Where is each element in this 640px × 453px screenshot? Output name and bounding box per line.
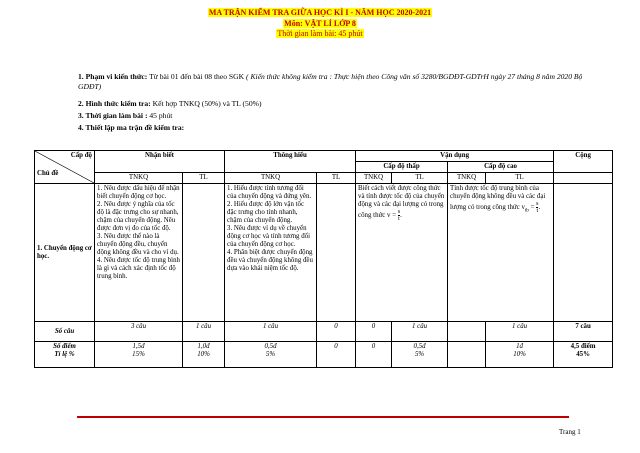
matrix-table (34, 150, 613, 368)
info-matrix (78, 123, 598, 133)
diem-value: 1,0đ (197, 343, 210, 350)
info-scope (78, 72, 598, 91)
time-label: 3. Thời gian làm bài : (78, 111, 148, 120)
nb-item: 2. Nêu được ý nghĩa của tốc độ là đặc trưng cho sự nhanh, chậm của chuyển động. Nêu được đơn vị đo của tốc độ. (97, 201, 179, 232)
diem-value: 0,5đ (264, 343, 277, 350)
cong-cell (554, 184, 613, 322)
formula-fraction (398, 209, 400, 222)
nb-item: 4. Nêu được tốc độ trung bình là gì và cách xác định tốc độ trung bình. (97, 257, 180, 280)
nb-item: 3. Nêu được thế nào là chuyển động đều, chuyển động không đều và cho ví dụ. (97, 233, 179, 256)
diem-value: 0 (334, 343, 338, 350)
so-cau-total: 7 câu (554, 322, 613, 342)
frac-num-2: s (536, 201, 539, 207)
so-cau-label: Số câu (35, 322, 95, 342)
vdc-tl-head: TL (486, 173, 554, 184)
so-cau-value: 1 câu (486, 322, 554, 342)
col-cap-do-cao: Cấp độ cao (448, 162, 554, 173)
diem-total: 4,5 điểm (570, 343, 596, 350)
col-cap-do-thap: Cấp độ thấp (356, 162, 448, 173)
th-tl-cell (317, 184, 356, 322)
ti-le-value: 15% (132, 351, 145, 358)
footer-rule (77, 416, 569, 418)
vtb-sub: tb (524, 208, 529, 214)
time-value: 45 phút (147, 111, 173, 120)
diem-cell (183, 342, 225, 368)
diem-value: 0 (371, 343, 376, 350)
cong-blank (554, 173, 613, 184)
col-cong: Cộng (554, 151, 613, 173)
nb-tl-head: TL (183, 173, 225, 184)
ti-le-value: 10% (513, 351, 526, 358)
title-text: MA TRẬN KIỂM TRA GIỮA HỌC KÌ I - NĂM HỌC 2020-2021 (208, 8, 432, 17)
info-time (78, 111, 598, 121)
ti-le-value: 10% (197, 351, 210, 358)
diem-cell (356, 342, 392, 368)
nb-item: 1. Nêu được dấu hiệu để nhận biết chuyển động cơ học. (97, 185, 180, 200)
ti-le-value: 5% (414, 351, 425, 358)
vd-cao-text: Tính được tốc độ trung bình của chuyển động không đều và các đại lượng có trong công thức (450, 185, 546, 212)
col-thong-hieu: Thông hiểu (225, 151, 356, 173)
so-diem-label: Số điểm (53, 343, 76, 350)
vtb-symbol: v (521, 204, 525, 212)
diem-value: 0,5đ (413, 343, 426, 350)
scope-note: ( Kiến thức không kiểm tra : Thực hiện theo Công văn số 3280/BGDĐT-GDTrH ngày 27 tháng 8 năm 2020 Bộ GDĐT) (78, 72, 583, 91)
vd-thap-text: Biết cách viết được công thức và tính được tốc độ của chuyển động và các đại lượng có trong công thức v = (358, 185, 445, 220)
so-cau-value: 0 (356, 322, 392, 342)
corner-cell (35, 151, 95, 184)
info-form (78, 99, 598, 109)
ti-le-total: 45% (576, 351, 590, 358)
th-tl-head: TL (317, 173, 356, 184)
scope-label: 1. Phạm vi kiến thức: (78, 72, 148, 81)
time-text: Thời gian làm bài: 45 phút (277, 29, 363, 38)
diem-value: 1,5đ (132, 343, 145, 350)
chu-de-label: Chủ đề (37, 170, 59, 177)
so-cau-row (35, 322, 613, 342)
th-item: 1. Hiểu được tính tương đối của chuyển động và đứng yên. (227, 185, 312, 200)
so-cau-value: 1 câu (183, 322, 225, 342)
so-diem-label-cell (35, 342, 95, 368)
so-cau-value: 1 câu (225, 322, 317, 342)
diem-value: 1đ (516, 343, 523, 350)
so-diem-row (35, 342, 613, 368)
th-tnkq-cell (225, 184, 317, 322)
frac-den-2: t (536, 208, 539, 214)
frac-num: s (397, 209, 401, 215)
th-tnkq-head: TNKQ (225, 173, 317, 184)
diem-cell (225, 342, 317, 368)
col-van-dung: Vận dụng (356, 151, 554, 162)
diem-cell (448, 342, 486, 368)
doc-title (0, 8, 640, 17)
vdc-tnkq-head: TNKQ (448, 173, 486, 184)
topic-cell: 1. Chuyển động cơ học. (35, 184, 95, 322)
diem-cell (317, 342, 356, 368)
nb-tnkq-cell (95, 184, 183, 322)
so-cau-value: 0 (317, 322, 356, 342)
form-label: 2. Hình thức kiểm tra: (78, 99, 151, 108)
vdt-tnkq-head: TNKQ (356, 173, 392, 184)
diem-cell (95, 342, 183, 368)
page-number: Trang 1 (559, 428, 581, 436)
th-item: 4. Phân biệt được chuyển động đều và chuyển động không đều dựa vào khái niệm tốc độ. (227, 249, 313, 272)
diem-cell (392, 342, 448, 368)
col-nhan-biet: Nhận biết (95, 151, 225, 173)
nb-tnkq-head: TNKQ (95, 173, 183, 184)
scope-text: Từ bài 01 đến bài 08 theo SGK (147, 72, 247, 81)
form-text: Kết hợp TNKQ (50%) và TL (50%) (150, 99, 262, 108)
vdt-tl-head: TL (392, 173, 448, 184)
so-cau-value: 1 câu (392, 322, 448, 342)
th-item: 3. Nêu được ví dụ về chuyển động cơ học và tính tương đối của chuyển động cơ học. (227, 225, 310, 248)
subject-text: Môn: VẬT LÍ LỚP 8 (284, 19, 356, 28)
doc-time (0, 29, 640, 38)
diagonal-line (35, 151, 94, 183)
cap-do-label: Cấp độ (70, 152, 92, 159)
formula-fraction-2 (536, 201, 538, 214)
diem-cell (486, 342, 554, 368)
nb-tl-cell (183, 184, 225, 322)
ti-le-value: 5% (265, 351, 276, 358)
so-cau-value (448, 322, 486, 342)
matrix-label: 4. Thiết lập ma trận đề kiểm tra: (78, 123, 185, 132)
vd-thap-cell: Biết cách viết được công thức và tính được tốc độ của chuyển động và các đại lượng có trong công thức v = $\frac{s}{t}$ . (356, 184, 448, 322)
ti-le-label: Tỉ lệ % (54, 351, 75, 358)
vd-cao-cell: Tính được tốc độ trung bình của chuyển động không đều và các đại lượng có trong công thức $v_{tb}$ = $\frac{s}{t}$ . (448, 184, 554, 322)
doc-subject (0, 19, 640, 28)
frac-den: t (398, 216, 400, 222)
th-item: 2. Hiểu được độ lớn vận tốc đặc trưng cho tính nhanh, chậm của chuyển động. (227, 201, 305, 224)
diem-total-cell (554, 342, 613, 368)
so-cau-value: 3 câu (95, 322, 183, 342)
